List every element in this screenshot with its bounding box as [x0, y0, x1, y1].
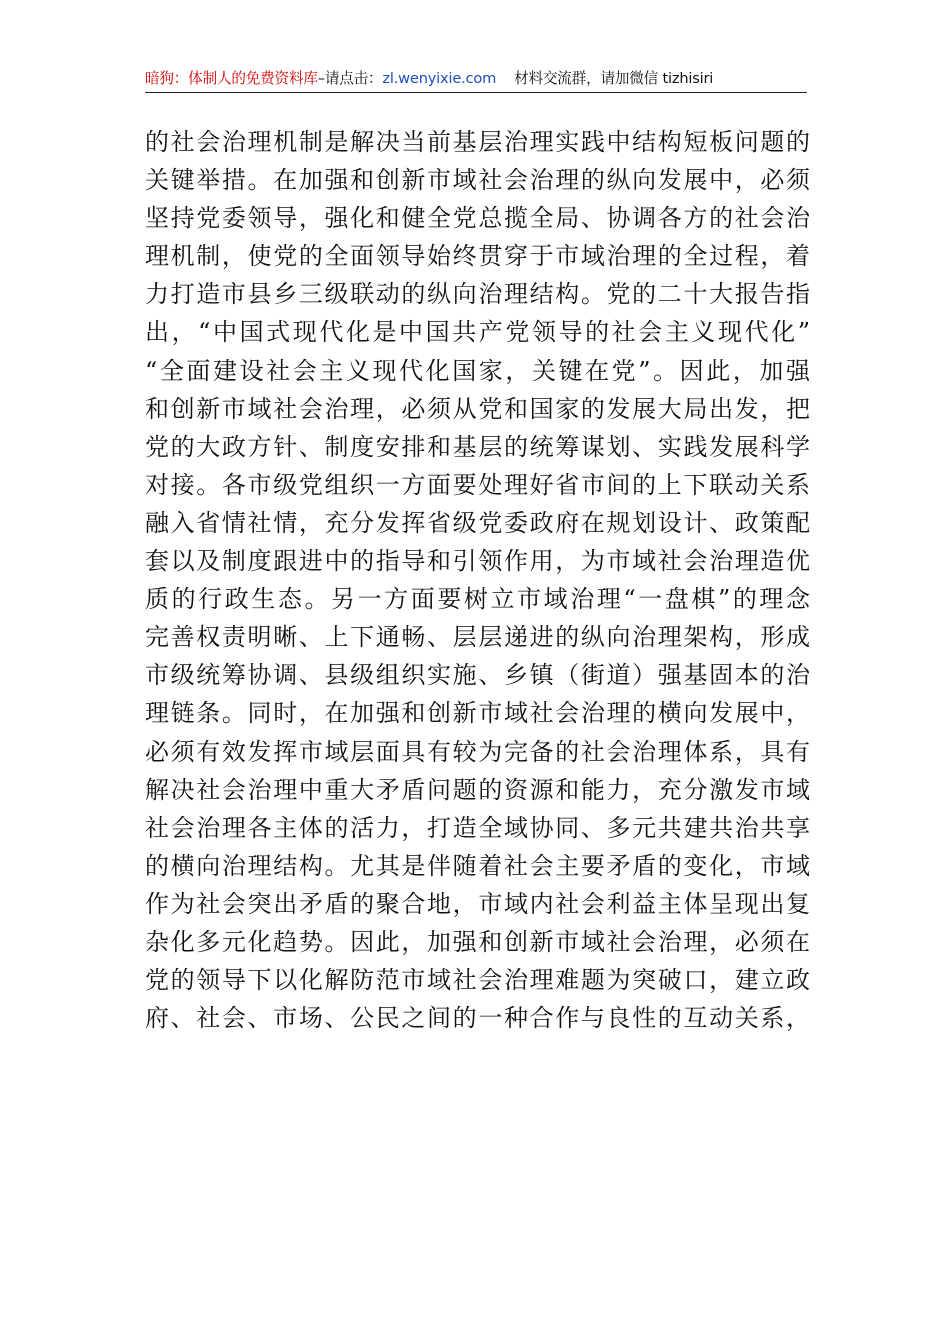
body-line: 杂化多元化趋势。因此，加强和创新市域社会治理，必须在	[145, 927, 810, 956]
page-header	[145, 66, 807, 93]
body-line: 融入省情社情，充分发挥省级党委政府在规划设计、政策配	[145, 508, 810, 537]
body-line: 关键举措。在加强和创新市域社会治理的纵向发展中，必须	[145, 166, 810, 195]
body-line: 理链条。同时，在加强和创新市域社会治理的横向发展中，	[145, 699, 810, 728]
body-line: 社会治理各主体的活力，打造全域协同、多元共建共治共享	[145, 813, 810, 842]
header-url-link[interactable]: zl.wenyixie.com	[382, 70, 497, 87]
header-click-prefix: –请点击：	[317, 70, 383, 87]
document-body	[145, 123, 810, 1037]
body-line: 质的行政生态。另一方面要树立市域治理“一盘棋”的理念	[145, 585, 810, 614]
body-line: 作为社会突出矛盾的聚合地，市域内社会利益主体呈现出复	[145, 889, 810, 918]
body-line: 对接。各市级党组织一方面要处理好省市间的上下联动关系	[145, 470, 810, 499]
body-line: 完善权责明晰、上下通畅、层层递进的纵向治理架构，形成	[145, 623, 810, 652]
body-line: 解决社会治理中重大矛盾问题的资源和能力，充分激发市域	[145, 775, 810, 804]
body-line: 力打造市县乡三级联动的纵向治理结构。党的二十大报告指	[145, 280, 810, 309]
body-line: 党的大政方针、制度安排和基层的统筹谋划、实践发展科学	[145, 432, 810, 461]
header-wechat-note: 材料交流群，请加微信 tizhisiri	[514, 70, 714, 87]
body-line: 的横向治理结构。尤其是伴随着社会主要矛盾的变化，市域	[145, 851, 810, 880]
body-line: 坚持党委领导，强化和健全党总揽全局、协调各方的社会治	[145, 204, 810, 233]
body-line: 府、社会、市场、公民之间的一种合作与良性的互动关系，	[145, 1004, 810, 1033]
body-line: “全面建设社会主义现代化国家，关键在党”。因此，加强	[145, 356, 810, 385]
body-line: 市级统筹协调、县级组织实施、乡镇（街道）强基固本的治	[145, 661, 810, 690]
body-line: 必须有效发挥市域层面具有较为完备的社会治理体系，具有	[145, 737, 810, 766]
body-line: 的社会治理机制是解决当前基层治理实践中结构短板问题的	[145, 128, 810, 156]
body-line: 理机制，使党的全面领导始终贯穿于市域治理的全过程，着	[145, 242, 810, 271]
body-line: 套以及制度跟进中的指导和引领作用，为市域社会治理造优	[145, 547, 810, 576]
body-line: 党的领导下以化解防范市域社会治理难题为突破口，建立政	[145, 966, 810, 995]
header-brand: 暗狗：体制人的免费资料库	[145, 70, 318, 87]
body-line: 出，“中国式现代化是中国共产党领导的社会主义现代化”	[145, 318, 810, 347]
body-line: 和创新市域社会治理，必须从党和国家的发展大局出发，把	[145, 394, 810, 423]
